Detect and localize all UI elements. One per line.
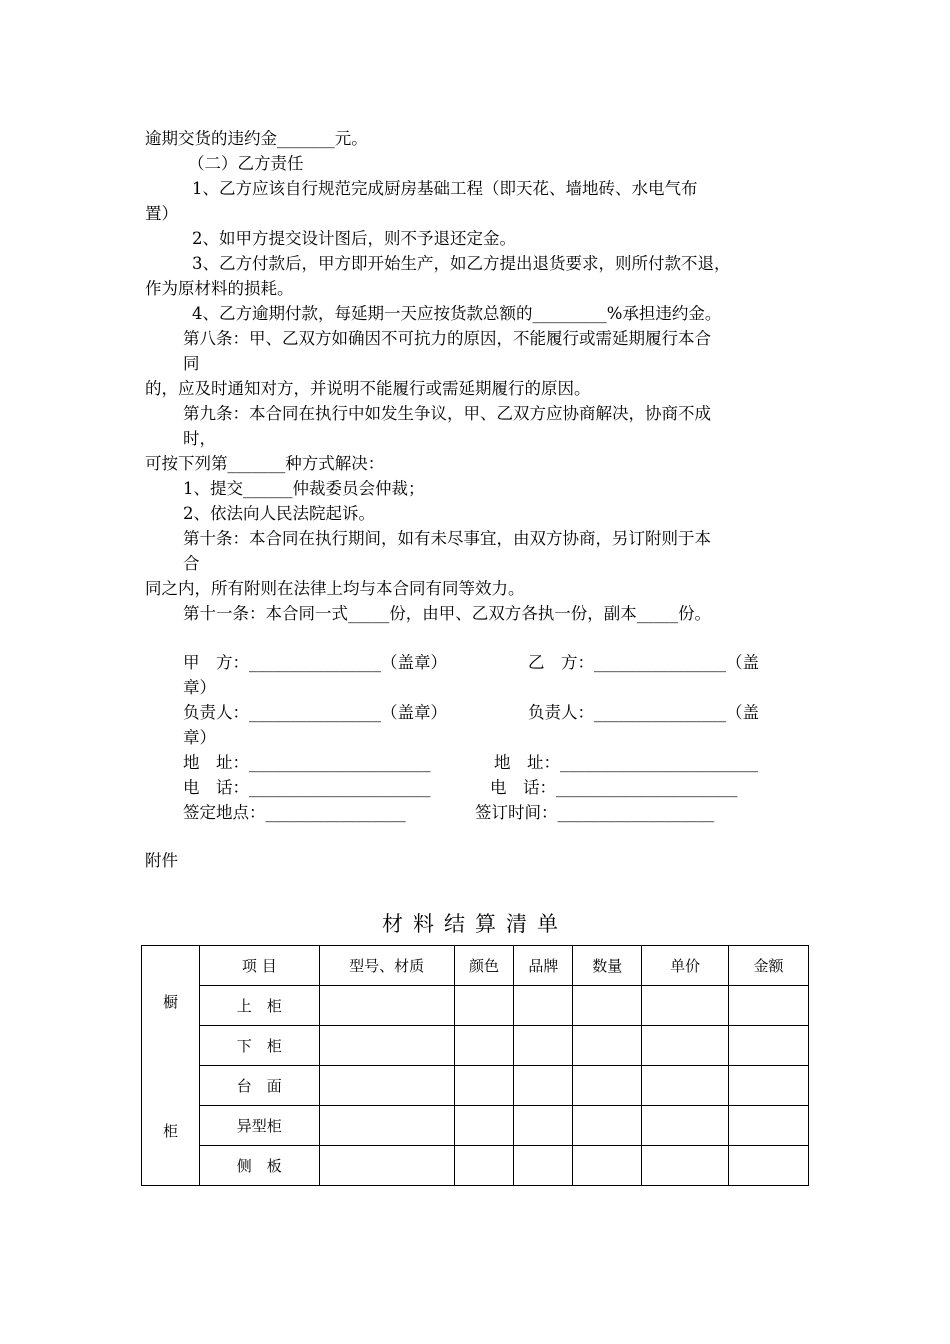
text-line: 2、依法向人民法院起诉。 bbox=[183, 504, 375, 523]
header-unit-price: 单价 bbox=[642, 946, 729, 986]
table-header-row bbox=[142, 946, 809, 986]
side-char-bottom: 柜 bbox=[162, 1121, 178, 1140]
text-line: 作为原材料的损耗。 bbox=[145, 279, 294, 298]
responsible-b-field: 负责人：________________（盖 bbox=[528, 703, 759, 722]
text-line: 同之内，所有附则在法律上均与本合同有同等效力。 bbox=[145, 579, 525, 598]
header-model: 型号、材质 bbox=[319, 946, 454, 986]
text-line: 可按下列第_______种方式解决： bbox=[145, 454, 385, 473]
text-line: 第九条：本合同在执行中如发生争议，甲、乙双方应协商解决，协商不成 bbox=[183, 404, 711, 423]
text-line: 第十一条：本合同一式_____份，由甲、乙双方各执一份，副本_____份。 bbox=[183, 604, 711, 623]
header-quantity: 数量 bbox=[573, 946, 642, 986]
text-line: 1、提交______仲裁委员会仲裁； bbox=[183, 479, 425, 498]
text-line: 时， bbox=[183, 429, 216, 448]
phone-b-field: 电 话：______________________ bbox=[490, 778, 738, 797]
text-line: 第十条：本合同在执行期间，如有未尽事宜，由双方协商，另订附则于本 bbox=[183, 529, 711, 548]
text-line: 4、乙方逾期付款，每延期一天应按货款总额的_________%承担违约金。 bbox=[192, 304, 722, 323]
header-amount: 金额 bbox=[729, 946, 809, 986]
table-row bbox=[142, 1066, 809, 1106]
attachment-label: 附件 bbox=[145, 851, 178, 870]
address-b-field: 地 址：________________________ bbox=[494, 753, 758, 772]
address-a-field: 地 址：______________________ bbox=[183, 753, 431, 772]
table-row bbox=[142, 1026, 809, 1066]
table-row bbox=[142, 1106, 809, 1146]
header-item: 项 目 bbox=[199, 946, 319, 986]
row-label: 下 柜 bbox=[199, 1026, 319, 1066]
stamp-wrap: 章） bbox=[183, 678, 216, 697]
text-line: 置） bbox=[145, 204, 178, 223]
header-brand: 品牌 bbox=[514, 946, 573, 986]
responsible-a-field: 负责人：________________（盖章） bbox=[183, 703, 447, 722]
party-b-field: 乙 方：________________（盖 bbox=[528, 653, 759, 672]
stamp-wrap: 章） bbox=[183, 728, 216, 747]
row-label: 上 柜 bbox=[199, 986, 319, 1026]
table-title: 材料结算清单 bbox=[382, 912, 568, 936]
row-label: 异型柜 bbox=[199, 1106, 319, 1146]
text-line: 第八条：甲、乙双方如确因不可抗力的原因，不能履行或需延期履行本合 bbox=[183, 329, 711, 348]
sign-place-field: 签定地点：_________________ bbox=[183, 803, 406, 822]
text-line: 同 bbox=[183, 354, 200, 373]
text-line: 合 bbox=[183, 554, 200, 573]
text-line: （二）乙方责任 bbox=[188, 154, 304, 173]
text-line: 逾期交货的违约金_______元。 bbox=[145, 129, 368, 148]
side-char-top: 橱 bbox=[162, 992, 178, 1011]
row-label: 台 面 bbox=[199, 1066, 319, 1106]
text-line: 1、乙方应该自行规范完成厨房基础工程（即天花、墙地砖、水电气布 bbox=[192, 179, 698, 198]
text-line: 2、如甲方提交设计图后，则不予退还定金。 bbox=[192, 229, 516, 248]
party-a-field: 甲 方：________________（盖章） bbox=[183, 653, 447, 672]
phone-a-field: 电 话：______________________ bbox=[183, 778, 431, 797]
table-row bbox=[142, 986, 809, 1026]
cabinet-side-label bbox=[142, 946, 200, 1186]
text-line: 的，应及时通知对方，并说明不能履行或需延期履行的原因。 bbox=[145, 379, 591, 398]
table-row bbox=[142, 1146, 809, 1186]
materials-table bbox=[141, 945, 809, 1186]
text-line: 3、乙方付款后，甲方即开始生产，如乙方提出退货要求，则所付款不退， bbox=[192, 254, 731, 273]
header-color: 颜色 bbox=[454, 946, 514, 986]
sign-time-field: 签订时间：___________________ bbox=[475, 803, 715, 822]
row-label: 侧 板 bbox=[199, 1146, 319, 1186]
